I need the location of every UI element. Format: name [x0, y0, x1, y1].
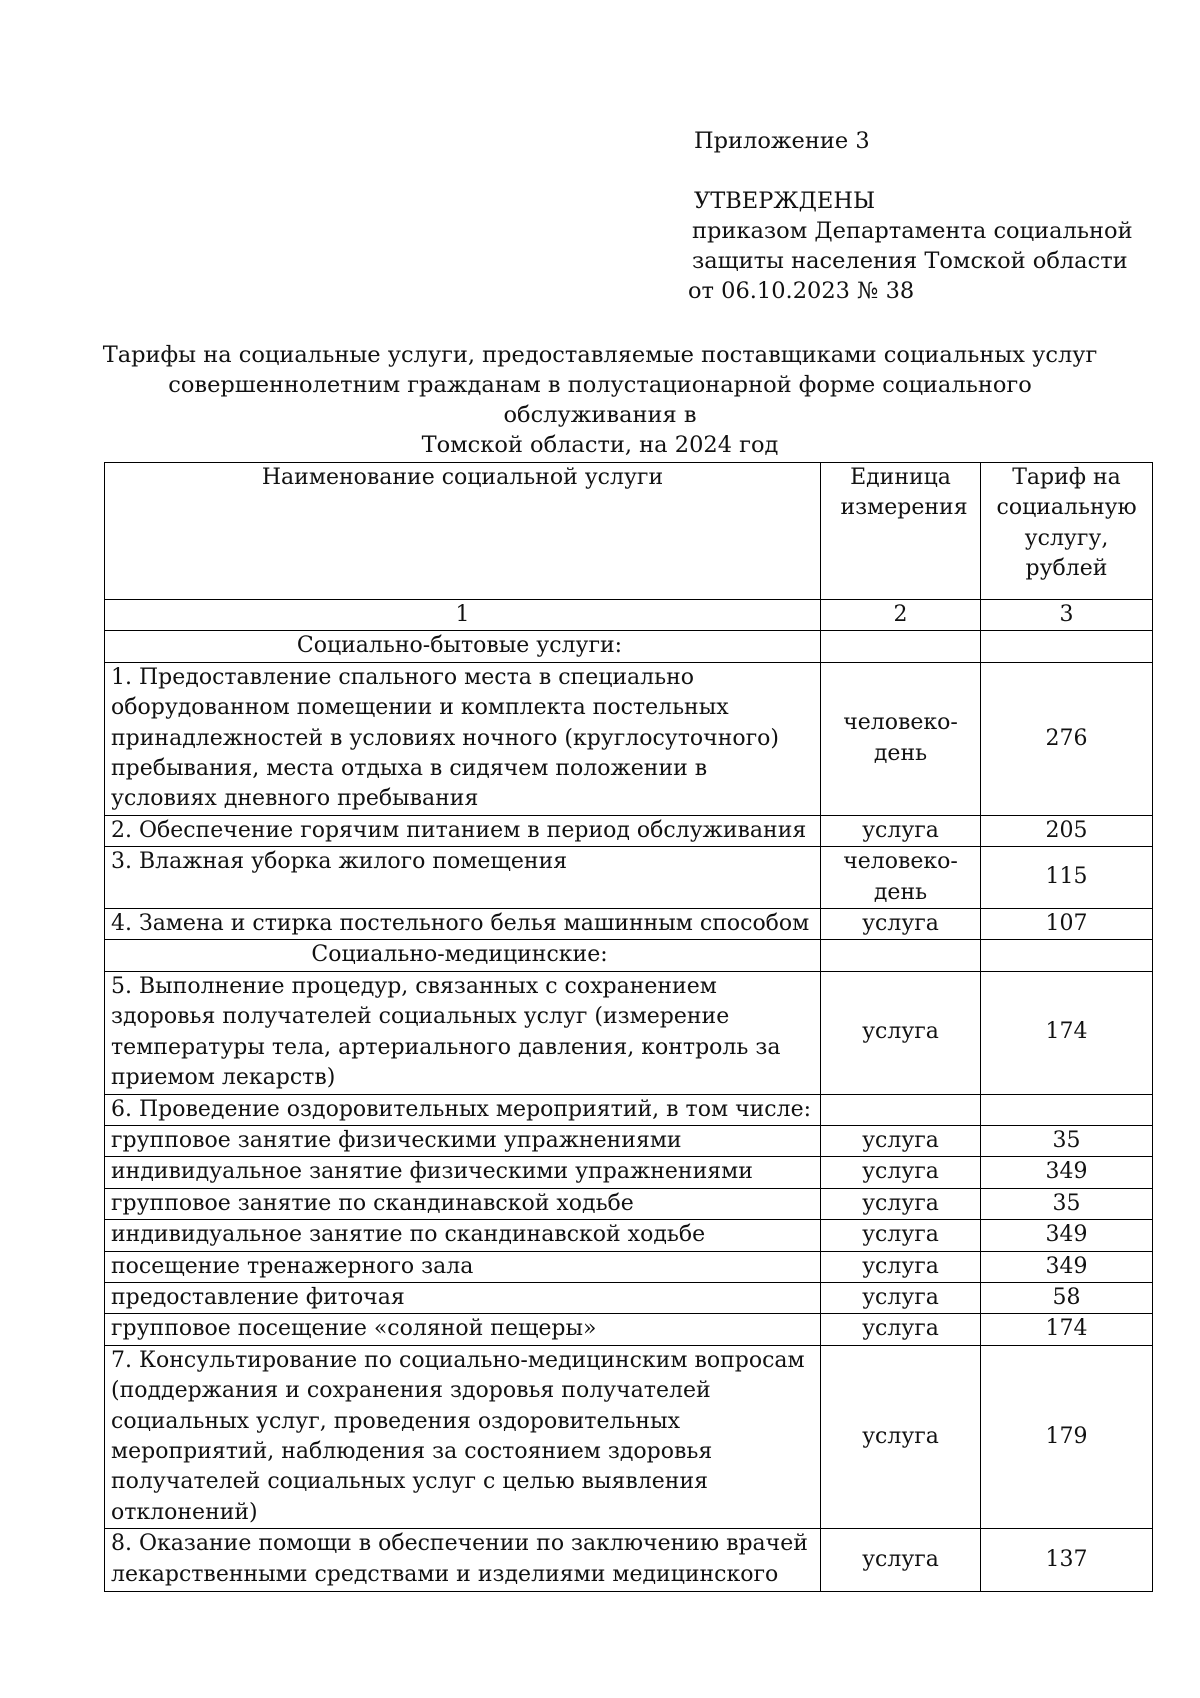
service-name: индивидуальное занятие физическими упражнениями — [111, 1159, 753, 1185]
table-row — [105, 662, 1153, 815]
service-name: 6. Проведение оздоровительных мероприятий, в том числе: — [111, 1096, 812, 1122]
tariff-cell: 174 — [981, 1314, 1153, 1345]
tariff-cell: 174 — [981, 971, 1153, 1094]
approval-date-line: от 06.10.2023 № 38 — [688, 278, 915, 304]
service-name: посещение тренажерного зала — [111, 1253, 474, 1279]
unit-cell: человеко-день — [821, 662, 981, 815]
service-name-cell — [105, 1094, 821, 1125]
tariffs-table — [104, 462, 1153, 1592]
tariff-cell: 349 — [981, 1251, 1153, 1282]
tariff-cell: 205 — [981, 815, 1153, 846]
approval-department-line: защиты населения Томской области — [692, 248, 1128, 274]
service-name: 2. Обеспечение горячим питанием в период обслуживания — [111, 817, 807, 843]
header-service-name: Наименование социальной услуги — [105, 463, 821, 600]
service-name: 8. Оказание помощи в обеспечении по заключению врачей лекарственными средствами и изделиями медицинского — [111, 1531, 808, 1587]
appendix-label: Приложение 3 — [694, 128, 870, 154]
unit-cell: услуга — [821, 1125, 981, 1156]
unit-cell: услуга — [821, 1314, 981, 1345]
service-name-cell — [105, 1251, 821, 1282]
table-row — [105, 1125, 1153, 1156]
tariff-cell: 115 — [981, 847, 1153, 909]
unit-cell — [821, 940, 981, 971]
table-row — [105, 1314, 1153, 1345]
document-title — [100, 340, 1100, 460]
service-name-cell — [105, 1220, 821, 1251]
table-row — [105, 1345, 1153, 1528]
table-row — [105, 847, 1153, 909]
table-row — [105, 815, 1153, 846]
service-name: 5. Выполнение процедур, связанных с сохранением здоровья получателей социальных услуг (измерение температуры тела, артериального давления, контроль за приемом лекарств) — [111, 973, 781, 1091]
title-line-2: совершеннолетним гражданам в полустационарной форме социального обслуживания в — [168, 372, 1032, 428]
approval-block — [688, 126, 1133, 306]
service-name-cell — [105, 847, 821, 909]
table-row — [105, 971, 1153, 1094]
service-name-cell — [105, 940, 821, 971]
unit-cell: услуга — [821, 815, 981, 846]
table-row — [105, 1094, 1153, 1125]
service-name: 3. Влажная уборка жилого помещения — [111, 849, 568, 875]
table-row — [105, 1157, 1153, 1188]
column-number-2: 2 — [821, 600, 981, 631]
tariff-cell: 349 — [981, 1157, 1153, 1188]
approved-label: УТВЕРЖДЕНЫ — [694, 188, 876, 214]
unit-cell: услуга — [821, 1188, 981, 1219]
tariff-cell: 35 — [981, 1125, 1153, 1156]
tariff-cell — [981, 1094, 1153, 1125]
tariff-cell: 35 — [981, 1188, 1153, 1219]
header-unit-text: Единица измерения — [840, 465, 968, 521]
approval-order-line: приказом Департамента социальной — [692, 218, 1133, 244]
tariff-cell: 107 — [981, 909, 1153, 940]
service-name-cell — [105, 971, 821, 1094]
unit-cell: человеко-день — [821, 847, 981, 909]
tariff-cell: 58 — [981, 1282, 1153, 1313]
unit-cell: услуга — [821, 1282, 981, 1313]
tariff-cell: 137 — [981, 1529, 1153, 1592]
unit-cell: услуга — [821, 1220, 981, 1251]
service-name-cell — [105, 1125, 821, 1156]
service-name: групповое посещение «соляной пещеры» — [111, 1316, 597, 1342]
tariff-cell: 276 — [981, 662, 1153, 815]
table-row — [105, 1251, 1153, 1282]
service-name-cell — [105, 1157, 821, 1188]
tariff-cell: 179 — [981, 1345, 1153, 1528]
service-name: индивидуальное занятие по скандинавской ходьбе — [111, 1222, 706, 1248]
section-row — [105, 940, 1153, 971]
service-name-cell — [105, 631, 821, 662]
service-name-cell — [105, 909, 821, 940]
service-name: 7. Консультирование по социально-медицинским вопросам (поддержания и сохранения здоровья получателей социальных услуг, проведения оздоровительных мероприятий, наблюдения за состоянием здоровья получателей социальных услуг с целью выявления отклонений) — [111, 1347, 805, 1525]
title-line-3: Томской области, на 2024 год — [421, 432, 779, 458]
unit-cell — [821, 631, 981, 662]
column-number-3: 3 — [981, 600, 1153, 631]
service-name: 1. Предоставление спального места в специально оборудованном помещении и комплекта постельных принадлежностей в условиях ночного (круглосуточного) пребывания, места отдыха в сидячем положении в условиях дневного пребывания — [111, 664, 779, 812]
service-name-cell — [105, 1282, 821, 1313]
table-row — [105, 1282, 1153, 1313]
unit-cell: услуга — [821, 971, 981, 1094]
table-header-row — [105, 463, 1153, 600]
service-name-cell — [105, 815, 821, 846]
table-row — [105, 1220, 1153, 1251]
service-name: предоставление фиточая — [111, 1284, 405, 1310]
service-name-cell — [105, 1314, 821, 1345]
tariff-cell — [981, 940, 1153, 971]
table-row — [105, 1529, 1153, 1592]
tariff-cell: 349 — [981, 1220, 1153, 1251]
service-name-cell — [105, 1188, 821, 1219]
unit-cell: услуга — [821, 1345, 981, 1528]
service-name-cell — [105, 662, 821, 815]
unit-cell: услуга — [821, 909, 981, 940]
service-name: Социально-медицинские: — [311, 942, 608, 968]
service-name: Социально-бытовые услуги: — [296, 633, 623, 659]
header-tariff — [981, 463, 1153, 600]
unit-cell: услуга — [821, 1529, 981, 1592]
title-line-1: Тарифы на социальные услуги, предоставляемые поставщиками социальных услуг — [102, 342, 1098, 368]
service-name: групповое занятие по скандинавской ходьбе — [111, 1190, 634, 1216]
unit-cell: услуга — [821, 1251, 981, 1282]
column-number-row — [105, 600, 1153, 631]
table-row — [105, 909, 1153, 940]
table-row — [105, 1188, 1153, 1219]
service-name-cell — [105, 1345, 821, 1528]
service-name: 4. Замена и стирка постельного белья машинным способом — [111, 911, 810, 937]
header-unit — [821, 463, 981, 600]
column-number-1: 1 — [105, 600, 821, 631]
header-tariff-text: Тариф на социальную услугу, рублей — [996, 465, 1137, 582]
unit-cell — [821, 1094, 981, 1125]
service-name: групповое занятие физическими упражнениями — [111, 1127, 682, 1153]
section-row — [105, 631, 1153, 662]
service-name-cell — [105, 1529, 821, 1592]
tariff-cell — [981, 631, 1153, 662]
unit-cell: услуга — [821, 1157, 981, 1188]
